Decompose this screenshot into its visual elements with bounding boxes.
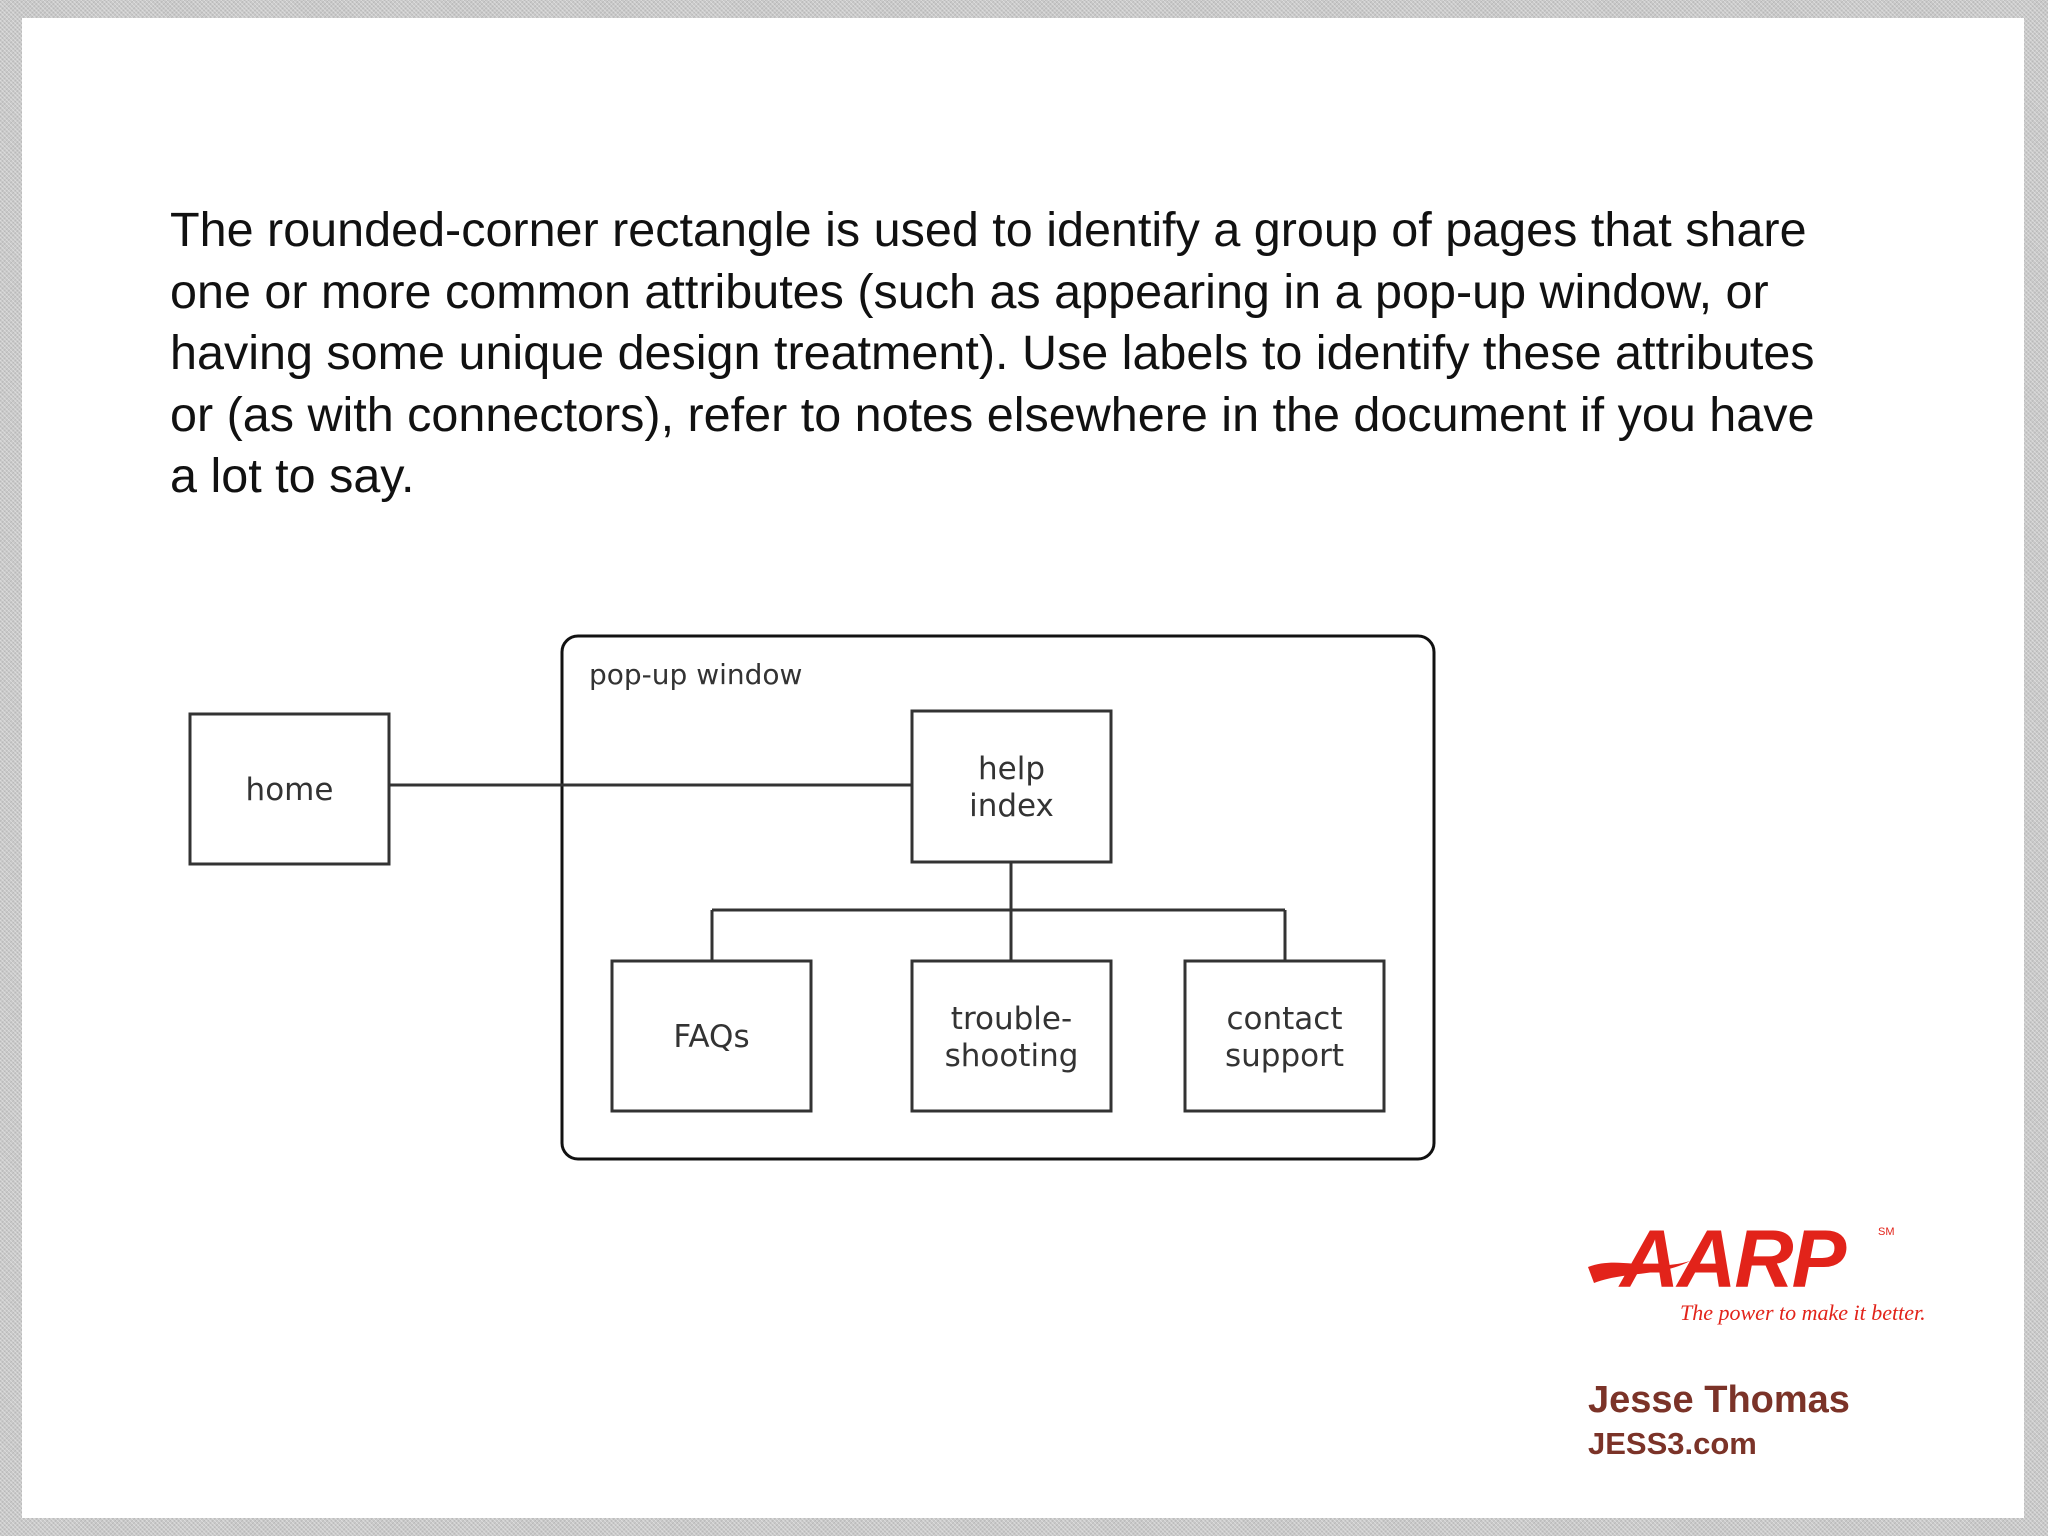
node-troubleshooting xyxy=(912,961,1111,1111)
node-faqs xyxy=(612,961,811,1111)
popup-window-label: pop-up window xyxy=(589,658,803,691)
node-help-index xyxy=(912,711,1111,862)
credit-site: JESS3.com xyxy=(1588,1426,1757,1461)
aarp-wordmark: AARP xyxy=(1620,1214,1845,1305)
node-home-label: home xyxy=(245,772,334,808)
node-contact-support xyxy=(1185,961,1384,1111)
node-troubleshooting-line1: trouble- xyxy=(950,1001,1073,1037)
aarp-trademark: SM xyxy=(1878,1226,1895,1238)
body-paragraph: The rounded-corner rectangle is used to identify a group of pages that share one or more common attributes (such as appearing in a pop-up window, or having some unique design treatment). Use labels to identify these attributes or (as with connectors), refer to notes elsewhere in the document if you have a lot to say. xyxy=(170,203,1815,503)
aarp-tagline: The power to make it better. xyxy=(1680,1300,1926,1325)
node-contact-support-line2: support xyxy=(1224,1038,1345,1074)
node-help-index-line1: help xyxy=(977,751,1046,787)
node-faqs-label: FAQs xyxy=(673,1019,750,1055)
aarp-logo xyxy=(1580,1205,1970,1345)
node-home xyxy=(190,714,389,864)
node-contact-support-line1: contact xyxy=(1226,1001,1343,1037)
node-troubleshooting-line2: shooting xyxy=(944,1038,1079,1074)
node-help-index-line2: index xyxy=(969,788,1054,824)
credit-name: Jesse Thomas xyxy=(1588,1379,1850,1421)
